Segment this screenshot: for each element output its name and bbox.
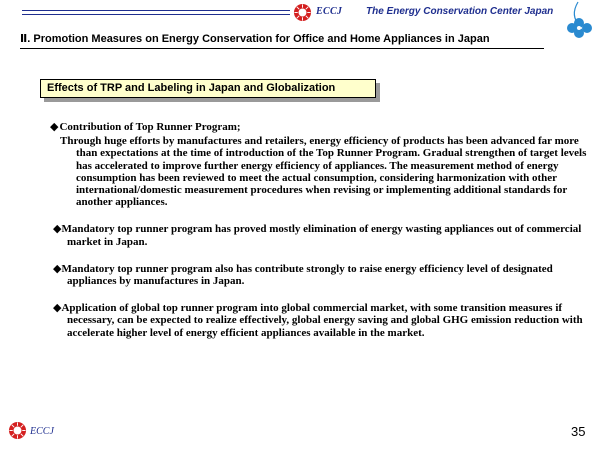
title-text: . Promotion Measures on Energy Conservation for Office and Home Appliances in Japan bbox=[27, 33, 490, 45]
diamond-bullet-icon: ◆ bbox=[53, 223, 62, 236]
header-rule bbox=[22, 14, 290, 15]
section-heading-text: Contribution of Top Runner Program; bbox=[59, 121, 241, 133]
bullet-text: Mandatory top runner program also has contribute strongly to raise energy efficiency level of designated appliances by manufactures in Japan. bbox=[61, 262, 553, 288]
bullet-item bbox=[50, 263, 595, 287]
diamond-bullet-icon: ◆ bbox=[53, 302, 62, 315]
footer-logo-abbr: ECCJ bbox=[30, 426, 54, 437]
bullet-item bbox=[50, 302, 595, 339]
bullet-text: Application of global top runner program into global commercial market, with some transition measures if necessary, can be expected to realize effectively, global energy saving and global GHG emission reduction with accelerate higher level of energy efficient appliances available in the market. bbox=[61, 302, 583, 339]
clover-logo-icon bbox=[558, 0, 600, 44]
section-heading bbox=[50, 121, 595, 133]
section-paragraph-text: Through huge efforts by manufactures and retailers, energy efficiency of products has been advanced far more than expectations at the time of introduction of the Top Runner Program. Gradual strengthen of target levels has accelerated to improve further energy efficiency of appliances. The measurement method of energy consumption has been reviewed to meet the actual consumption, considering harmonization with other international/domestic measurement procedures when revising or implementing additional standards for another appliances. bbox=[60, 135, 587, 209]
section-label-box: Effects of TRP and Labeling in Japan and Globalization bbox=[40, 79, 376, 98]
bullet-text: Mandatory top runner program has proved mostly elimination of energy wasting appliances out of commercial market in Japan. bbox=[61, 223, 582, 248]
page-title bbox=[20, 32, 490, 45]
title-underline bbox=[20, 48, 544, 49]
diamond-bullet-icon: ◆ bbox=[50, 121, 59, 133]
diamond-bullet-icon: ◆ bbox=[53, 262, 62, 275]
section-paragraph bbox=[50, 135, 595, 208]
content-body bbox=[50, 121, 595, 339]
header-logo-abbr: ECCJ bbox=[316, 6, 343, 17]
eccj-sun-logo-icon bbox=[8, 421, 27, 440]
eccj-sun-logo-icon bbox=[293, 3, 312, 22]
title-roman-numeral: Ⅱ bbox=[20, 33, 28, 45]
page-number: 35 bbox=[571, 424, 586, 439]
bullet-item bbox=[50, 223, 595, 247]
header-org-name: The Energy Conservation Center Japan bbox=[366, 6, 554, 17]
header-rule bbox=[22, 10, 290, 11]
